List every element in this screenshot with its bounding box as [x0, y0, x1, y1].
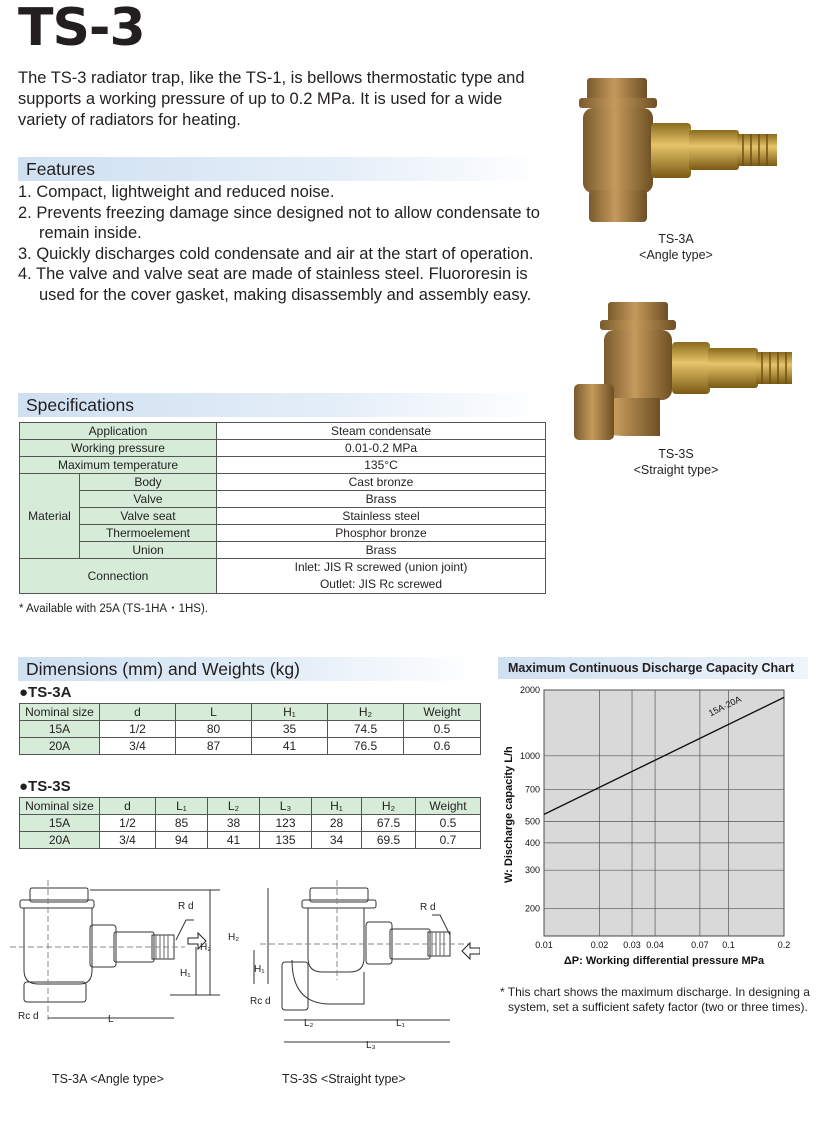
material-part: Valve seat — [80, 508, 217, 525]
feature-item: 3. Quickly discharges cold condensate and air at the start of operation. — [18, 244, 534, 263]
table-cell: 1/2 — [100, 721, 176, 738]
table-cell: 20A — [20, 832, 100, 849]
h1-label: H₁ — [254, 964, 265, 975]
specifications-heading: Specifications — [18, 393, 546, 417]
ts3s-product-photo — [570, 298, 800, 443]
dimension-drawings — [10, 880, 480, 1080]
rd-label: R d — [420, 902, 436, 913]
col-header: L₂ — [208, 798, 260, 815]
table-cell: 3/4 — [100, 738, 176, 755]
rcd-label: Rc d — [250, 996, 271, 1007]
feature-item: 4. The valve and valve seat are made of stainless steel. Fluororesin is used for the cover gasket, making disassembly and assembly easy. — [18, 265, 532, 304]
col-header: d — [100, 704, 176, 721]
ts3a-drawing — [10, 880, 220, 1025]
table-row — [20, 815, 481, 832]
material-part: Union — [80, 542, 217, 559]
features-heading: Features — [18, 157, 546, 181]
col-header: L — [176, 704, 252, 721]
page-title: TS-3 — [18, 0, 145, 58]
spec-value: 135°C — [217, 457, 546, 474]
spec-footnote: * Available with 25A (TS-1HA・1HS). — [19, 603, 208, 615]
connection-inlet: Inlet: JIS R screwed (union joint) — [294, 560, 468, 574]
material-value: Cast bronze — [217, 474, 546, 491]
table-cell: 123 — [260, 815, 312, 832]
spec-label: Material — [20, 474, 80, 559]
y-axis-label: W: Discharge capacity L/h — [503, 746, 515, 883]
ts3a-photo-caption — [596, 231, 756, 263]
x-axis-label: ΔP: Working differential pressure MPa — [563, 955, 765, 967]
spec-value — [217, 559, 546, 594]
table-cell: 69.5 — [362, 832, 416, 849]
table-cell: 28 — [312, 815, 362, 832]
l3-label: L₃ — [366, 1040, 376, 1051]
x-tick-label: 0.03 — [623, 940, 641, 950]
plot-area — [544, 690, 784, 936]
feature-item: 1. Compact, lightweight and reduced noise. — [18, 183, 335, 201]
table-cell: 1/2 — [100, 815, 156, 832]
feature-item: 2. Prevents freezing damage since designed not to allow condensate to remain inside. — [18, 203, 540, 242]
spec-value: Steam condensate — [217, 423, 546, 440]
caption-line: TS-3A — [658, 232, 694, 246]
table-cell: 80 — [176, 721, 252, 738]
y-tick-label: 300 — [524, 865, 540, 876]
material-value: Phosphor bronze — [217, 525, 546, 542]
table-cell: 41 — [252, 738, 328, 755]
h2-label: H₂ — [228, 932, 240, 943]
ts3a-product-photo — [565, 68, 795, 228]
rd-label: R d — [178, 901, 194, 912]
y-tick-label: 2000 — [519, 685, 540, 695]
col-header: L₁ — [156, 798, 208, 815]
table-row — [20, 491, 546, 508]
col-header: H₁ — [252, 704, 328, 721]
h2-label: H₂ — [200, 942, 212, 953]
table-cell: 0.6 — [404, 738, 481, 755]
table-cell: 38 — [208, 815, 260, 832]
table-header-row — [20, 704, 481, 721]
table-row — [20, 525, 546, 542]
connection-outlet: Outlet: JIS Rc screwed — [319, 577, 443, 591]
material-part: Valve — [80, 491, 217, 508]
ts3a-dimension-table — [19, 703, 481, 755]
x-tick-label: 0.07 — [691, 940, 709, 950]
features-list — [18, 182, 548, 305]
table-cell: 94 — [156, 832, 208, 849]
ts3a-drawing-caption: TS-3A <Angle type> — [52, 1072, 164, 1086]
ts3s-drawing — [228, 880, 480, 1051]
col-header: L₃ — [260, 798, 312, 815]
ts3s-label: ●TS-3S — [19, 778, 71, 795]
y-tick-label: 1000 — [519, 750, 540, 761]
col-header: Weight — [416, 798, 481, 815]
table-row — [20, 542, 546, 559]
dimensions-heading: Dimensions (mm) and Weights (kg) — [18, 657, 478, 681]
table-cell: 85 — [156, 815, 208, 832]
intro-paragraph: The TS-3 radiator trap, like the TS-1, is bellows thermostatic type and supports a working pressure of up to 0.2 MPa. It is used for a wide variety of radiators for heating. — [18, 69, 525, 129]
col-header: Nominal size — [20, 704, 100, 721]
table-cell: 35 — [252, 721, 328, 738]
table-cell: 15A — [20, 815, 100, 832]
l1-label: L₁ — [396, 1018, 405, 1029]
rcd-label: Rc d — [18, 1011, 39, 1022]
y-tick-label: 500 — [524, 816, 540, 827]
spec-label: Maximum temperature — [20, 457, 217, 474]
l-label: L — [108, 1014, 114, 1025]
table-cell: 135 — [260, 832, 312, 849]
table-row — [20, 832, 481, 849]
col-header: H₂ — [362, 798, 416, 815]
x-tick-label: 0.2 — [777, 940, 791, 950]
specifications-table — [19, 422, 546, 594]
table-row — [20, 738, 481, 755]
table-cell: 20A — [20, 738, 100, 755]
spec-label: Working pressure — [20, 440, 217, 457]
table-cell: 0.7 — [416, 832, 481, 849]
discharge-capacity-chart — [498, 682, 810, 972]
table-cell: 67.5 — [362, 815, 416, 832]
chart-title: Maximum Continuous Discharge Capacity Chart — [498, 657, 808, 679]
ts3s-dimension-table — [19, 797, 481, 849]
series-label: 15A·20A — [706, 693, 743, 719]
table-cell: 41 — [208, 832, 260, 849]
h1-label: H₁ — [180, 968, 191, 979]
x-tick-label: 0.02 — [590, 940, 609, 950]
x-tick-label: 0.04 — [646, 940, 664, 950]
table-cell: 0.5 — [404, 721, 481, 738]
material-part: Body — [80, 474, 217, 491]
y-tick-label: 700 — [524, 784, 540, 795]
col-header: Nominal size — [20, 798, 100, 815]
caption-line: TS-3S — [658, 447, 694, 461]
table-row — [20, 423, 546, 440]
table-cell: 0.5 — [416, 815, 481, 832]
caption-line: <Straight type> — [633, 463, 719, 477]
y-tick-label: 400 — [524, 837, 540, 848]
table-row — [20, 440, 546, 457]
caption-line: <Angle type> — [639, 248, 713, 262]
spec-value: 0.01-0.2 MPa — [217, 440, 546, 457]
col-header: d — [100, 798, 156, 815]
table-row — [20, 457, 546, 474]
x-tick-label: 0.1 — [722, 940, 735, 950]
col-header: H₂ — [328, 704, 404, 721]
table-row — [20, 508, 546, 525]
x-tick-label: 0.01 — [535, 940, 553, 950]
chart-note: * This chart shows the maximum discharge. In designing a system, set a sufficient safety factor (two or three times). — [500, 985, 810, 1014]
material-value: Stainless steel — [217, 508, 546, 525]
table-cell: 15A — [20, 721, 100, 738]
table-row — [20, 559, 546, 594]
material-value: Brass — [217, 542, 546, 559]
y-tick-label: 200 — [524, 903, 540, 914]
spec-label: Application — [20, 423, 217, 440]
l2-label: L₂ — [304, 1018, 314, 1029]
table-header-row — [20, 798, 481, 815]
col-header: Weight — [404, 704, 481, 721]
table-cell: 74.5 — [328, 721, 404, 738]
table-cell: 3/4 — [100, 832, 156, 849]
table-cell: 34 — [312, 832, 362, 849]
table-cell: 87 — [176, 738, 252, 755]
table-cell: 76.5 — [328, 738, 404, 755]
table-row — [20, 721, 481, 738]
ts3a-label: ●TS-3A — [19, 684, 72, 701]
col-header: H₁ — [312, 798, 362, 815]
ts3s-photo-caption — [596, 446, 756, 478]
material-part: Thermoelement — [80, 525, 217, 542]
table-row — [20, 474, 546, 491]
ts3s-drawing-caption: TS-3S <Straight type> — [282, 1072, 406, 1086]
spec-label: Connection — [20, 559, 217, 594]
material-value: Brass — [217, 491, 546, 508]
